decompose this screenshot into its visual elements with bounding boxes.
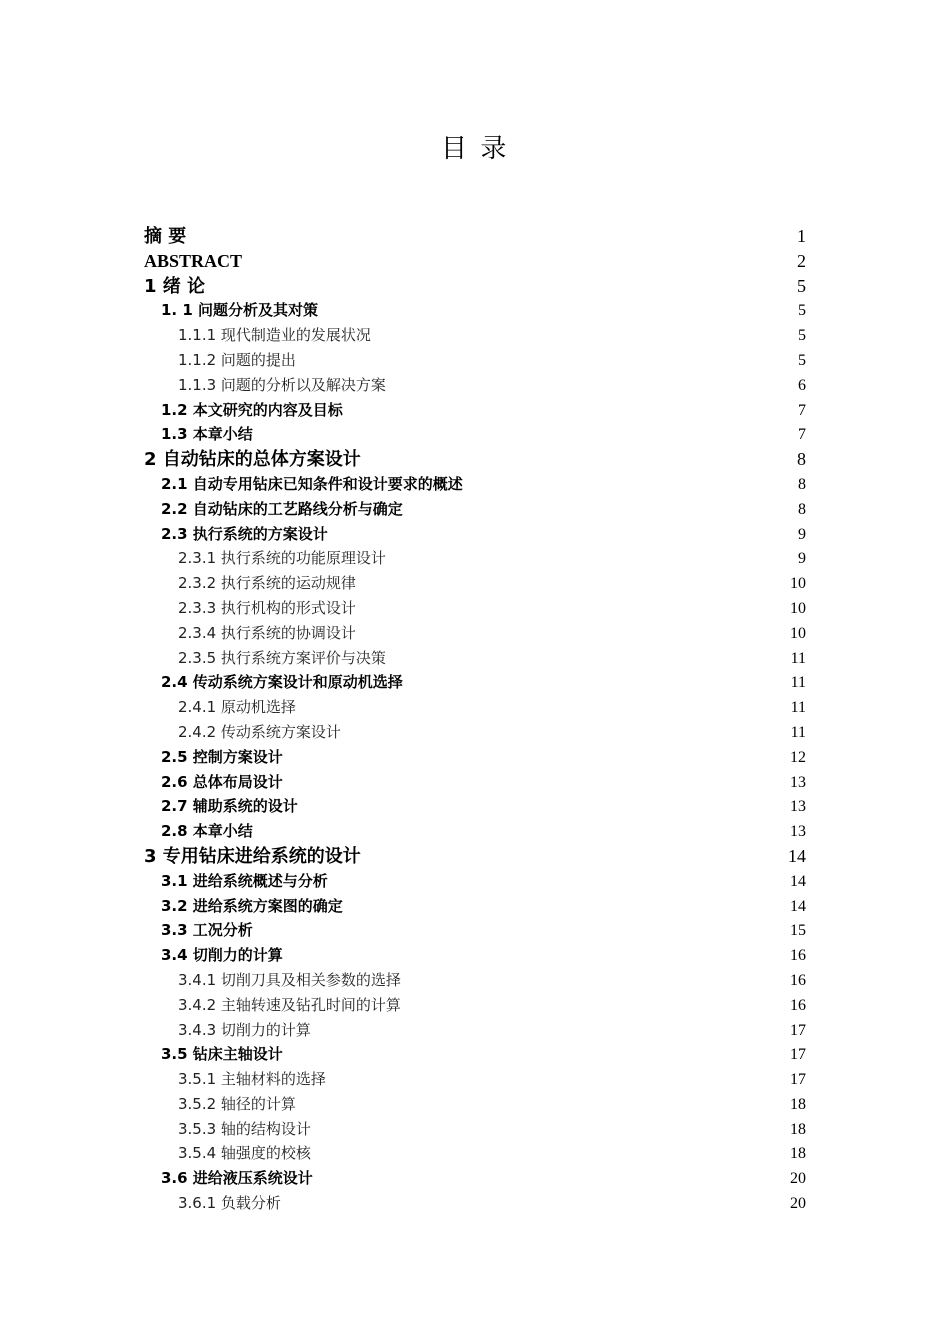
- toc-entry[interactable]: [144, 596, 806, 621]
- toc-entry-label: 3.4 切削力的计算: [161, 946, 283, 965]
- toc-entry[interactable]: [144, 794, 806, 819]
- toc-entry[interactable]: [144, 1018, 806, 1043]
- toc-entry-page-number: 13: [790, 773, 806, 791]
- toc-entry[interactable]: [144, 1067, 806, 1092]
- toc-entry-page-number: 5: [797, 275, 806, 296]
- toc-entry[interactable]: [144, 1166, 806, 1191]
- toc-entry[interactable]: [144, 819, 806, 844]
- toc-entry-label: 3.5.3 轴的结构设计: [178, 1119, 311, 1138]
- toc-entry-label: 1.1.1 现代制造业的发展状况: [178, 326, 371, 345]
- toc-entry-label: 1.2 本文研究的内容及目标: [161, 400, 343, 419]
- toc-entry[interactable]: [144, 497, 806, 522]
- toc-entry[interactable]: [144, 249, 806, 274]
- toc-entry[interactable]: [144, 968, 806, 993]
- toc-entry-label: 3 专用钻床进给系统的设计: [144, 845, 361, 867]
- toc-entry-page-number: 20: [790, 1170, 806, 1188]
- page-title: 目 录: [440, 134, 510, 164]
- toc-entry-label: 2.4.1 原动机选择: [178, 698, 296, 717]
- toc-entry-page-number: 16: [790, 996, 806, 1014]
- toc-entry-label: 2.6 总体布局设计: [161, 772, 283, 791]
- toc-entry-page-number: 18: [790, 1145, 806, 1163]
- toc-entry-label: 3.5.2 轴径的计算: [178, 1094, 296, 1113]
- toc-entry-page-number: 16: [790, 947, 806, 965]
- toc-entry[interactable]: [144, 1141, 806, 1166]
- toc-entry-label: ABSTRACT: [144, 250, 243, 271]
- toc-entry-label: 1.1.2 问题的提出: [178, 350, 296, 369]
- toc-entry[interactable]: [144, 447, 806, 472]
- toc-entry-page-number: 13: [790, 798, 806, 816]
- toc-entry-label: 3.4.2 主轴转速及钻孔时间的计算: [178, 995, 401, 1014]
- toc-entry-label: 3.2 进给系统方案图的确定: [161, 896, 343, 915]
- toc-entry-page-number: 9: [798, 525, 806, 543]
- toc-entry[interactable]: [144, 894, 806, 919]
- toc-entry[interactable]: [144, 844, 806, 869]
- toc-entry-page-number: 7: [798, 426, 806, 444]
- toc-entry-label: 2 自动钻床的总体方案设计: [144, 449, 361, 471]
- toc-entry[interactable]: [144, 1042, 806, 1067]
- toc-entry-page-number: 2: [797, 250, 806, 271]
- toc-entry-page-number: 18: [790, 1120, 806, 1138]
- toc-entry[interactable]: [144, 1092, 806, 1117]
- toc-entry[interactable]: [144, 546, 806, 571]
- toc-entry-page-number: 14: [788, 845, 806, 866]
- toc-entry[interactable]: [144, 918, 806, 943]
- table-of-contents: [144, 224, 806, 1216]
- toc-entry[interactable]: [144, 695, 806, 720]
- toc-entry-label: 3.5.1 主轴材料的选择: [178, 1070, 326, 1089]
- toc-entry-page-number: 8: [798, 500, 806, 518]
- toc-entry-page-number: 11: [790, 723, 806, 741]
- toc-entry-page-number: 11: [790, 699, 806, 717]
- toc-entry[interactable]: [144, 472, 806, 497]
- toc-entry-page-number: 14: [790, 872, 806, 890]
- toc-entry-page-number: 11: [790, 649, 806, 667]
- toc-entry-label: 1 绪 论: [144, 275, 206, 297]
- toc-entry-label: 3.1 进给系统概述与分析: [161, 871, 328, 890]
- toc-entry-page-number: 8: [797, 449, 806, 470]
- toc-entry[interactable]: [144, 348, 806, 373]
- toc-entry[interactable]: [144, 670, 806, 695]
- toc-entry-label: 2.3.1 执行系统的功能原理设计: [178, 549, 386, 568]
- toc-entry-page-number: 10: [790, 624, 806, 642]
- toc-entry[interactable]: [144, 323, 806, 348]
- toc-entry[interactable]: [144, 298, 806, 323]
- toc-entry[interactable]: [144, 422, 806, 447]
- toc-entry-label: 3.6.1 负载分析: [178, 1194, 281, 1213]
- toc-entry-page-number: 8: [798, 475, 806, 493]
- toc-entry[interactable]: [144, 1191, 806, 1216]
- toc-entry-page-number: 5: [798, 302, 806, 320]
- toc-entry-label: 2.2 自动钻床的工艺路线分析与确定: [161, 499, 403, 518]
- toc-entry-label: 3.6 进给液压系统设计: [161, 1169, 313, 1188]
- toc-entry[interactable]: [144, 745, 806, 770]
- toc-entry-page-number: 18: [790, 1095, 806, 1113]
- toc-entry-label: 3.4.3 切削力的计算: [178, 1020, 311, 1039]
- toc-entry-label: 3.3 工况分析: [161, 921, 253, 940]
- toc-entry-page-number: 12: [790, 748, 806, 766]
- toc-entry-page-number: 1: [797, 226, 806, 246]
- toc-entry-page-number: 13: [790, 823, 806, 841]
- toc-entry-page-number: 20: [790, 1195, 806, 1213]
- toc-entry[interactable]: [144, 571, 806, 596]
- toc-entry-label: 2.5 控制方案设计: [161, 747, 283, 766]
- toc-entry-label: 2.4 传动系统方案设计和原动机选择: [161, 673, 403, 692]
- toc-entry[interactable]: [144, 770, 806, 795]
- toc-entry[interactable]: [144, 224, 806, 249]
- toc-entry-label: 2.7 辅助系统的设计: [161, 797, 298, 816]
- toc-entry[interactable]: [144, 274, 806, 299]
- toc-entry-label: 1. 1 问题分析及其对策: [161, 301, 319, 320]
- toc-entry-label: 1.1.3 问题的分析以及解决方案: [178, 375, 386, 394]
- toc-entry[interactable]: [144, 869, 806, 894]
- toc-entry-label: 2.3.3 执行机构的形式设计: [178, 598, 356, 617]
- toc-entry[interactable]: [144, 1117, 806, 1142]
- toc-entry-label: 2.3.2 执行系统的运动规律: [178, 574, 356, 593]
- toc-entry-page-number: 6: [798, 376, 806, 394]
- toc-entry-page-number: 17: [790, 1046, 806, 1064]
- toc-entry-label: 2.8 本章小结: [161, 822, 253, 841]
- toc-entry[interactable]: [144, 621, 806, 646]
- toc-entry-label: 2.3.4 执行系统的协调设计: [178, 623, 356, 642]
- toc-entry[interactable]: [144, 720, 806, 745]
- toc-entry-label: 2.3 执行系统的方案设计: [161, 524, 328, 543]
- toc-entry[interactable]: [144, 398, 806, 423]
- toc-entry-label: 摘 要: [144, 226, 187, 247]
- toc-entry-page-number: 5: [798, 351, 806, 369]
- toc-entry-label: 2.4.2 传动系统方案设计: [178, 722, 341, 741]
- toc-entry[interactable]: [144, 373, 806, 398]
- toc-entry-label: 2.3.5 执行系统方案评价与决策: [178, 648, 386, 667]
- toc-entry-label: 1.3 本章小结: [161, 425, 253, 444]
- toc-entry[interactable]: [144, 646, 806, 671]
- toc-entry[interactable]: [144, 522, 806, 547]
- toc-entry-page-number: 14: [790, 897, 806, 915]
- toc-entry-page-number: 5: [798, 327, 806, 345]
- toc-entry-page-number: 10: [790, 599, 806, 617]
- toc-entry-label: 3.5.4 轴强度的校核: [178, 1144, 311, 1163]
- toc-entry-page-number: 17: [790, 1071, 806, 1089]
- toc-entry-label: 3.5 钻床主轴设计: [161, 1045, 283, 1064]
- toc-entry-label: 3.4.1 切削刀具及相关参数的选择: [178, 970, 401, 989]
- toc-entry-label: 2.1 自动专用钻床已知条件和设计要求的概述: [161, 474, 463, 493]
- toc-entry-page-number: 7: [798, 401, 806, 419]
- toc-entry-page-number: 16: [790, 971, 806, 989]
- toc-entry-page-number: 11: [790, 674, 806, 692]
- toc-entry[interactable]: [144, 943, 806, 968]
- toc-entry-page-number: 15: [790, 922, 806, 940]
- toc-entry-page-number: 17: [790, 1021, 806, 1039]
- toc-entry-page-number: 9: [798, 550, 806, 568]
- toc-entry-page-number: 10: [790, 575, 806, 593]
- toc-entry[interactable]: [144, 993, 806, 1018]
